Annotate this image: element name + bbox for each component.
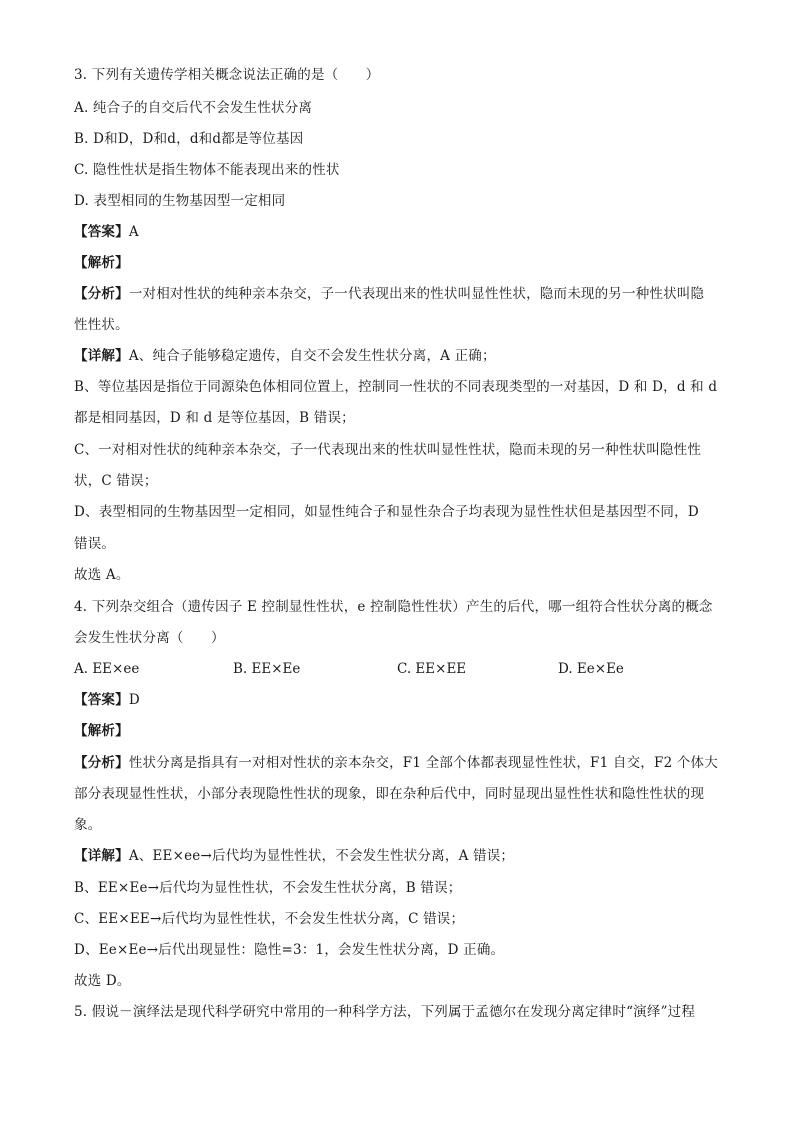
q4-stem-line-1: 4. 下列杂交组合（遗传因子 E 控制显性性状，e 控制隐性性状）产生的后代，哪一组符合性状分离的概念 bbox=[74, 599, 713, 615]
q4-xiangjie-line-2: B、EE×Ee→后代均为显性性状，不会发生性状分离，B 错误； bbox=[74, 880, 462, 896]
q4-xiangjie-line-3: C、EE×EE→后代均为显性性状，不会发生性状分离，C 错误； bbox=[74, 911, 465, 927]
q4-option-c: C. EE×EE bbox=[397, 661, 467, 677]
q3-option-c: C. 隐性性状是指生物体不能表现出来的性状 bbox=[74, 162, 340, 178]
answer-tag: 【答案】 bbox=[74, 224, 129, 240]
q4-option-d: D. Ee×Ee bbox=[558, 661, 624, 677]
q3-option-d: D. 表型相同的生物基因型一定相同 bbox=[74, 193, 286, 209]
q3-xiangjie-line-4: C、一对相对性状的纯种亲本杂交，子一代表现出来的性状叫显性性状，隐而未现的另一种性状叫隐性性 bbox=[74, 442, 702, 458]
q3-answer bbox=[74, 223, 139, 241]
q3-xiangjie-line-6: D、表型相同的生物基因型一定相同，如显性纯合子和显性杂合子均表现为显性性状但是基因型不同，D bbox=[74, 504, 699, 520]
q3-option-b: B. D和D，D和d，d和d都是等位基因 bbox=[74, 131, 304, 147]
q3-xiangjie-line-1 bbox=[74, 347, 496, 365]
xiangjie-tag: 【详解】 bbox=[74, 848, 129, 864]
answer-tag: 【答案】 bbox=[74, 692, 129, 708]
q5-stem: 5. 假说－演绎法是现代科学研究中常用的一种科学方法，下列属于孟德尔在发现分离定律时“演绎”过程 bbox=[74, 1004, 696, 1020]
q4-conclusion: 故选 D。 bbox=[74, 973, 131, 989]
answer-value: A bbox=[128, 224, 139, 240]
q3-xiangjie-line-2: B、等位基因是指位于同源染色体相同位置上，控制同一性状的不同表现类型的一对基因，D 和 D，d 和 d bbox=[74, 379, 718, 395]
q4-option-b: B. EE×Ee bbox=[233, 661, 301, 677]
q3-stem: 3. 下列有关遗传学相关概念说法正确的是（ ） bbox=[74, 67, 380, 83]
answer-value: D bbox=[128, 692, 140, 708]
q3-option-a: A. 纯合子的自交后代不会发生性状分离 bbox=[74, 100, 313, 116]
q4-stem-line-2: 会发生性状分离（ ） bbox=[74, 630, 225, 646]
fenxi-text: 性状分离是指具有一对相对性状的亲本杂交，F1 全部个体都表现显性性状，F1 自交，F2 个体大 bbox=[128, 755, 718, 771]
q4-option-a: A. EE×ee bbox=[74, 661, 140, 677]
q3-conclusion: 故选 A。 bbox=[74, 567, 130, 583]
q3-fenxi-line-2: 性性状。 bbox=[74, 317, 129, 333]
q3-fenxi-line-1 bbox=[74, 285, 704, 303]
q3-xiangjie-line-3: 都是相同基因，D 和 d 是等位基因，B 错误； bbox=[74, 410, 355, 426]
q3-xiangjie-line-5: 状，C 错误； bbox=[74, 473, 158, 489]
xiangjie-text: A、EE×ee→后代均为显性性状，不会发生性状分离，A 错误； bbox=[128, 848, 515, 864]
q4-xiangjie-line-1 bbox=[74, 847, 514, 865]
q4-fenxi-line-3: 象。 bbox=[74, 817, 102, 833]
q3-xiangjie-line-7: 错误。 bbox=[74, 536, 116, 552]
q4-fenxi-line-2: 部分表现显性性状，小部分表现隐性性状的现象，即在杂种后代中，同时显现出显性性状和隐性性状的现 bbox=[74, 786, 705, 802]
q3-analysis-tag: 【解析】 bbox=[74, 255, 129, 271]
fenxi-text: 一对相对性状的纯种亲本杂交，子一代表现出来的性状叫显性性状，隐而未现的另一种性状叫隐 bbox=[128, 286, 705, 302]
fenxi-tag: 【分析】 bbox=[74, 286, 129, 302]
xiangjie-tag: 【详解】 bbox=[74, 348, 129, 364]
q4-analysis-tag: 【解析】 bbox=[74, 723, 129, 739]
fenxi-tag: 【分析】 bbox=[74, 755, 129, 771]
q4-fenxi-line-1 bbox=[74, 754, 718, 772]
q4-xiangjie-line-4: D、Ee×Ee→后代出现显性：隐性=3：1，会发生性状分离，D 正确。 bbox=[74, 942, 505, 958]
xiangjie-text: A、纯合子能够稳定遗传，自交不会发生性状分离，A 正确； bbox=[128, 348, 496, 364]
q4-answer bbox=[74, 691, 140, 709]
